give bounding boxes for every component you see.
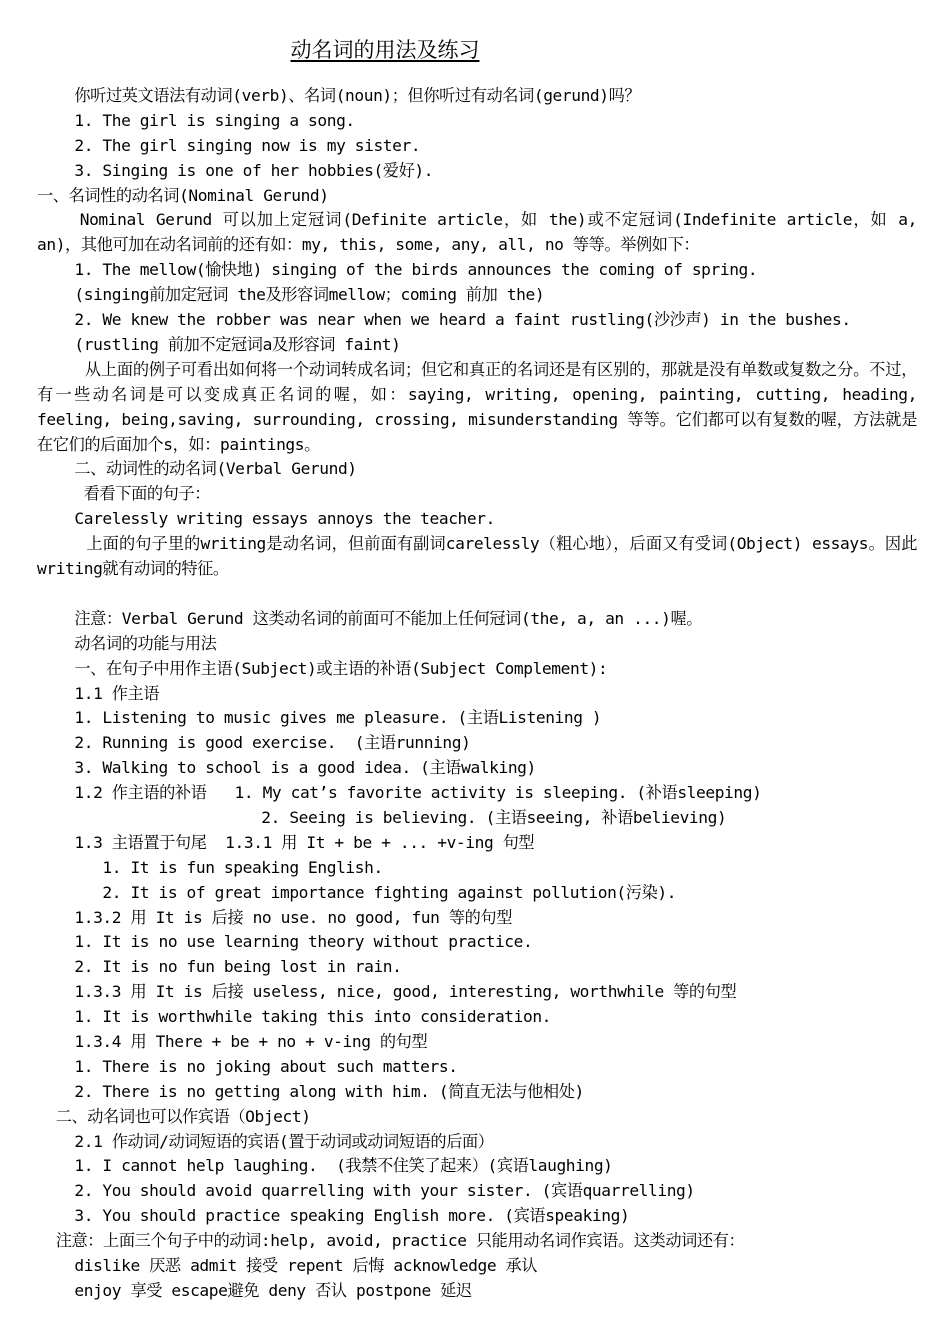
- paragraph: 2. Seeing is believing. (主语seeing, 补语believing): [37, 807, 727, 827]
- paragraph: 1. There is no joking about such matters.: [37, 1056, 458, 1076]
- paragraph: 1. I cannot help laughing. (我禁不住笑了起来）(宾语laughing): [37, 1156, 613, 1176]
- paragraph: Nominal Gerund 可以加上定冠词(Definite article，如 the)或不定冠词(Indefinite article，如 a, an)，其他可加在动名词前的还有如：my, this, some, any, all, no 等等。举例如下：: [37, 210, 927, 255]
- paragraph: enjoy 享受 escape避免 deny 否认 postpone 延迟: [37, 1280, 472, 1300]
- paragraph: 你听过英文语法有动词(verb)、名词(noun)；但你听过有动名词(gerund)吗？: [37, 86, 641, 105]
- section-heading: 一、名词性的动名词(Nominal Gerund): [37, 185, 329, 205]
- paragraph: Carelessly writing essays annoys the teacher.: [37, 509, 495, 529]
- section-heading: 动名词的功能与用法: [37, 633, 217, 653]
- paragraph: 2. You should avoid quarrelling with your sister. (宾语quarrelling): [37, 1181, 695, 1201]
- paragraph: 3. You should practice speaking English more. (宾语speaking): [37, 1206, 630, 1226]
- paragraph: 3. Walking to school is a good idea. (主语walking): [37, 758, 536, 778]
- blank-line: [37, 582, 917, 607]
- paragraph: 上面的句子里的writing是动名词，但前面有副词carelessly（粗心地），后面又有受词(Object) essays。因此writing就有动词的特征。: [37, 534, 917, 579]
- paragraph: 2. We knew the robber was near when we heard a faint rustling(沙沙声) in the bushes.: [37, 310, 851, 330]
- section-heading: 一、在句子中用作主语(Subject)或主语的补语(Subject Complement):: [37, 658, 608, 678]
- paragraph: 2.1 作动词/动词短语的宾语(置于动词或动词短语的后面）: [37, 1131, 494, 1151]
- paragraph: 1.3.3 用 It is 后接 useless, nice, good, interesting, worthwhile 等的句型: [37, 982, 737, 1002]
- paragraph: 注意：上面三个句子中的动词:help, avoid, practice 只能用动名词作宾语。这类动词还有：: [37, 1231, 745, 1251]
- paragraph: 看看下面的句子：: [37, 484, 211, 504]
- paragraph: 1. It is worthwhile taking this into consideration.: [37, 1007, 552, 1027]
- section-heading: 二、动词性的动名词(Verbal Gerund): [37, 459, 357, 479]
- paragraph: 2. The girl singing now is my sister.: [37, 135, 421, 155]
- paragraph: 1. Listening to music gives me pleasure. (主语Listening ): [37, 708, 602, 728]
- paragraph: 1.3 主语置于句尾 1.3.1 用 It + be + ... +v-ing 句型: [37, 832, 535, 852]
- paragraph: 2. There is no getting along with him. (简直无法与他相处): [37, 1081, 584, 1101]
- paragraph: 2. Running is good exercise. (主语running): [37, 733, 471, 753]
- paragraph: (singing前加定冠词 the及形容词mellow；coming 前加 the): [37, 285, 545, 305]
- paragraph: 2. It is of great importance fighting against pollution(污染).: [37, 882, 677, 902]
- paragraph: 1.3.4 用 There + be + no + v-ing 的句型: [37, 1031, 428, 1051]
- paragraph: 1.2 作主语的补语 1. My cat’s favorite activity is sleeping. (补语sleeping): [37, 783, 762, 803]
- paragraph: 1. It is fun speaking English.: [37, 857, 383, 877]
- paragraph: 1.1 作主语: [37, 683, 160, 703]
- document-body: [37, 84, 927, 1304]
- page-title: 动名词的用法及练习: [290, 38, 480, 62]
- paragraph: dislike 厌恶 admit 接受 repent 后悔 acknowledge 承认: [37, 1255, 538, 1275]
- paragraph: 2. It is no fun being lost in rain.: [37, 957, 402, 977]
- paragraph: 1. It is no use learning theory without practice.: [37, 932, 533, 952]
- paragraph: 注意：Verbal Gerund 这类动名词的前面可不能加上任何冠词(the, a, an ...)喔。: [37, 608, 703, 628]
- paragraph: 1. The mellow(愉快地) singing of the birds announces the coming of spring.: [37, 260, 758, 280]
- paragraph: 1. The girl is singing a song.: [37, 110, 355, 130]
- paragraph: 从上面的例子可看出如何将一个动词转成名词；但它和真正的名词还是有区别的，那就是没有单数或复数之分。不过，有一些动名词是可以变成真正名词的喔，如：saying, writing, opening, painting, cutting, heading, feeling, being,saving, surrounding, crossing, misunderstanding 等等。它们都可以有复数的喔，方法就是在它们的后面加个s，如：paintings。: [37, 359, 927, 454]
- paragraph: (rustling 前加不定冠词a及形容词 faint): [37, 334, 401, 354]
- paragraph: 1.3.2 用 It is 后接 no use. no good, fun 等的句型: [37, 907, 512, 927]
- section-heading: 二、动名词也可以作宾语（Object): [37, 1106, 311, 1126]
- paragraph: 3. Singing is one of her hobbies(爱好).: [37, 160, 434, 180]
